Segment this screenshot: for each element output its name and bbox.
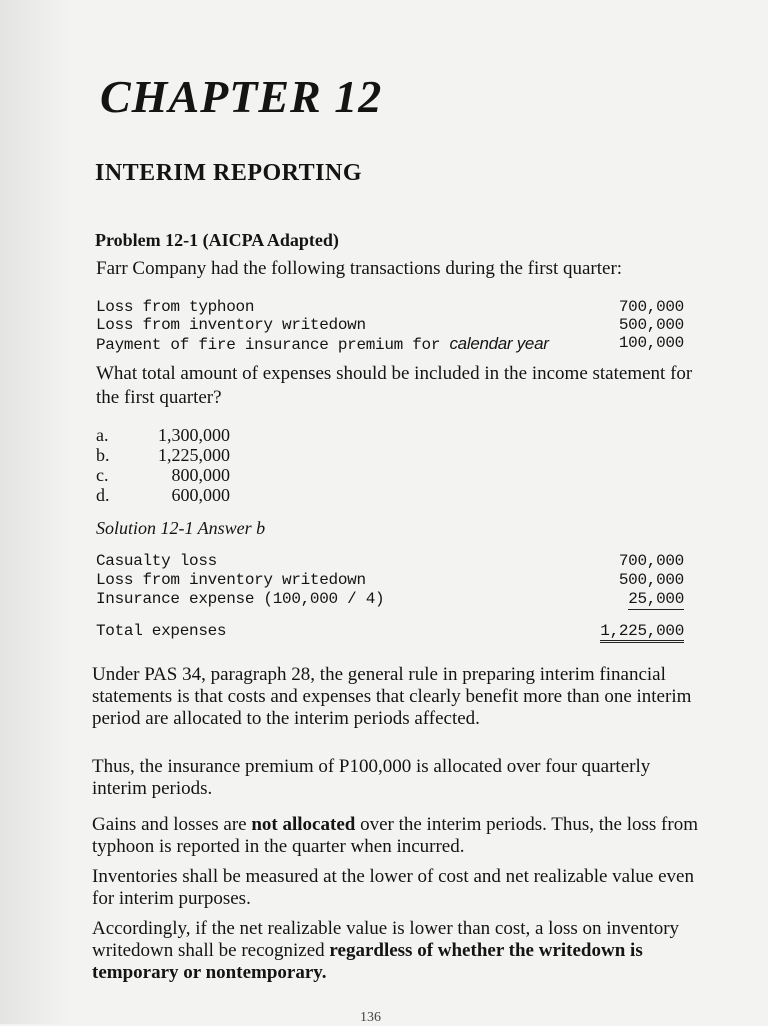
problem-intro: Farr Company had the following transactions during the first quarter: [96, 258, 623, 279]
choice-value: 1,225,000 [158, 445, 230, 465]
total-amount: 1,225,000 [600, 622, 684, 643]
problem-heading: Problem 12-1 (AICPA Adapted) [95, 230, 339, 250]
transaction-label-italic: calendar year [449, 334, 549, 353]
problem-question: What total amount of expenses should be included in the income statement for the first quarter? [96, 363, 693, 408]
emphasis-text: regardless of whether the writedown is temporary or nontemporary. [92, 940, 643, 983]
choice-letter: d. [96, 485, 110, 505]
explanation-paragraph: Accordingly, if the net realizable value is lower than cost, a loss on inventory writedown shall be recognized regardless of whether the writedown is temporary or nontemporary. [92, 918, 680, 983]
answer-choice [96, 465, 230, 486]
solution-label: Insurance expense (100,000 / 4) [96, 590, 385, 608]
transaction-amount: 700,000 [618, 298, 684, 316]
choice-value: 1,300,000 [158, 425, 230, 445]
page-edge-shadow [0, 0, 70, 1024]
solution-amount: 500,000 [618, 571, 684, 589]
explanation-paragraph: Inventories shall be measured at the lower of cost and net realizable value even for interim purposes. [92, 866, 694, 909]
transaction-amount: 100,000 [618, 334, 684, 352]
choice-letter: a. [96, 425, 109, 445]
solution-label: Loss from inventory writedown [96, 571, 366, 589]
explanation-paragraph: Thus, the insurance premium of P100,000 is allocated over four quarterly interim periods. [92, 756, 651, 799]
answer-choice [96, 485, 230, 506]
transaction-label: Loss from inventory writedown [96, 316, 366, 334]
emphasis-text: not allocated [251, 814, 356, 835]
choice-value: 800,000 [171, 465, 230, 485]
page-number: 136 [360, 1010, 381, 1025]
choice-value: 600,000 [171, 485, 230, 505]
transaction-label: Loss from typhoon [96, 298, 255, 316]
explanation-paragraph: Gains and losses are not allocated over the interim periods. Thus, the loss from typhoon is reported in the quarter when incurred. [92, 814, 698, 857]
transaction-amount: 500,000 [618, 316, 684, 334]
choice-letter: c. [96, 465, 109, 485]
solution-label: Casualty loss [96, 552, 217, 570]
choice-letter: b. [96, 445, 110, 465]
answer-choice [96, 445, 230, 466]
total-label: Total expenses [96, 622, 227, 640]
transaction-label: Payment of fire insurance premium for calendar year [96, 334, 549, 354]
explanation-paragraph: Under PAS 34, paragraph 28, the general rule in preparing interim financial statements is that costs and expenses that clearly benefit more than one interim period are allocated to the interim periods affected. [92, 664, 692, 729]
solution-amount: 25,000 [628, 590, 684, 608]
chapter-title: INTERIM REPORTING [95, 160, 363, 186]
solution-amount: 700,000 [618, 552, 684, 570]
answer-choice [96, 425, 230, 446]
chapter-heading: CHAPTER 12 [100, 71, 383, 122]
solution-heading: Solution 12-1 Answer b [96, 518, 266, 538]
